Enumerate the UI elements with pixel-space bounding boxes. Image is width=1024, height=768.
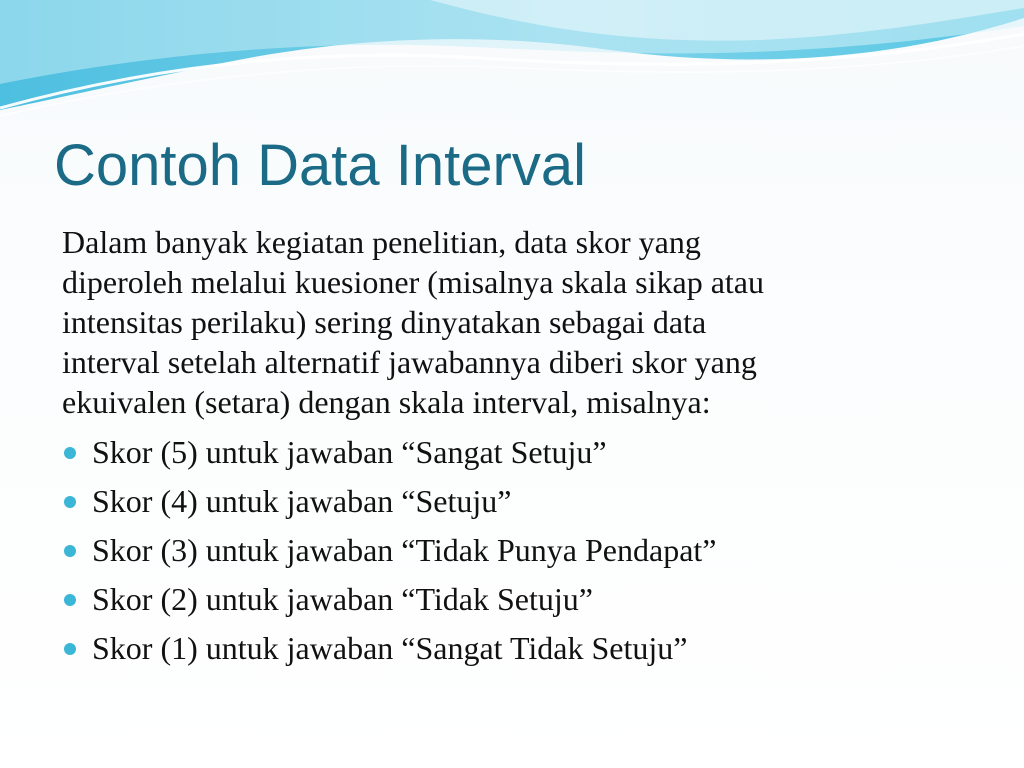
intro-line: ekuivalen (setara) dengan skala interval, misalnya:	[62, 384, 711, 420]
list-item	[62, 530, 972, 579]
circle-bullet-icon	[64, 643, 76, 655]
list-item-text: Skor (2) untuk jawaban “Tidak Setuju”	[92, 581, 593, 617]
intro-line: interval setelah alternatif jawabannya diberi skor yang	[62, 344, 757, 380]
slide-title: Contoh Data Interval	[54, 133, 586, 198]
circle-bullet-icon	[64, 545, 76, 557]
intro-line: Dalam banyak kegiatan penelitian, data skor yang	[62, 224, 701, 260]
list-item	[62, 579, 972, 628]
list-item	[62, 432, 972, 481]
list-item-text: Skor (3) untuk jawaban “Tidak Punya Pendapat”	[92, 532, 717, 568]
score-list	[62, 432, 972, 677]
intro-line: diperoleh melalui kuesioner (misalnya skala sikap atau	[62, 264, 764, 300]
list-item-text: Skor (5) untuk jawaban “Sangat Setuju”	[92, 434, 607, 470]
circle-bullet-icon	[64, 447, 76, 459]
list-item	[62, 481, 972, 530]
list-item-text: Skor (1) untuk jawaban “Sangat Tidak Setuju”	[92, 630, 688, 666]
wave-decoration	[0, 0, 1024, 120]
list-item	[62, 628, 972, 677]
intro-line: intensitas perilaku) sering dinyatakan sebagai data	[62, 304, 707, 340]
list-item-text: Skor (4) untuk jawaban “Setuju”	[92, 483, 512, 519]
slide-body	[62, 222, 972, 677]
circle-bullet-icon	[64, 594, 76, 606]
circle-bullet-icon	[64, 496, 76, 508]
intro-paragraph	[62, 222, 972, 422]
